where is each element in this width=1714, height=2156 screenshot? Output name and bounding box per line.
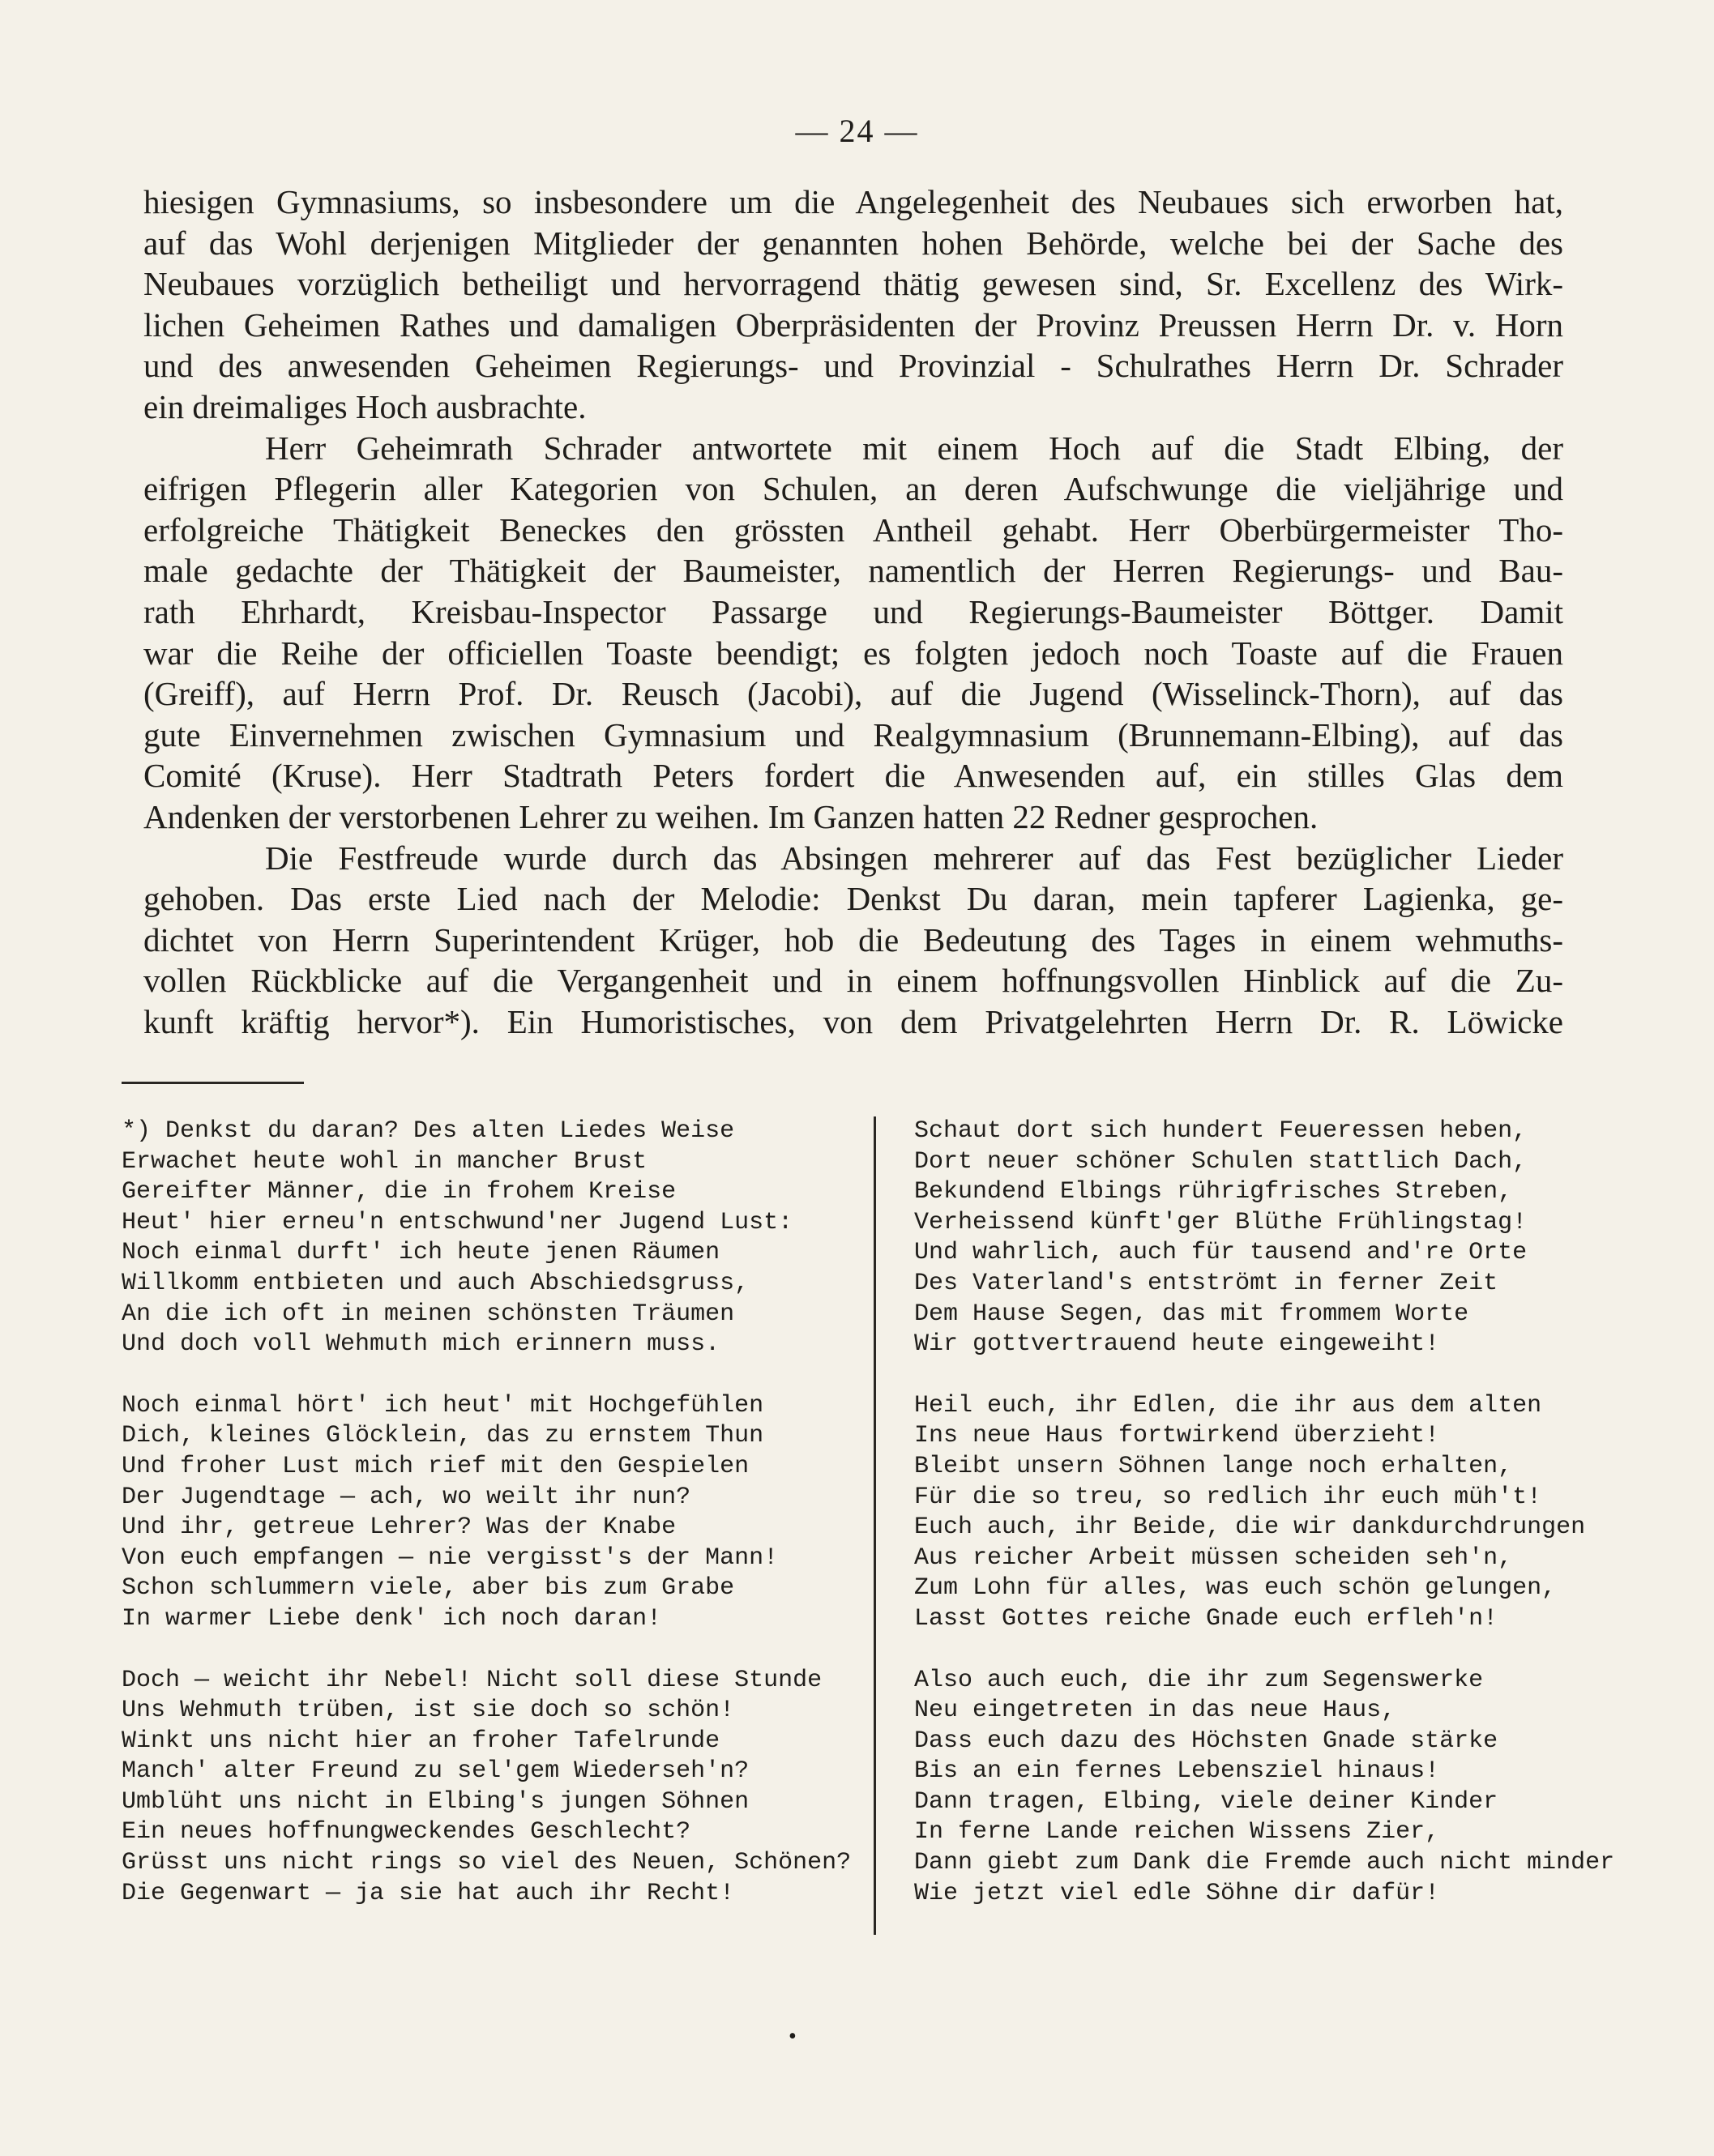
text-line: hiesigen Gymnasiums, so insbesondere um die Angelegenheit des Neubaues sich erworben hat, (143, 183, 1563, 220)
poem-stanza (122, 1116, 859, 1360)
poem-line: Dort neuer schöner Schulen stattlich Dach, (914, 1147, 1528, 1176)
poem-line: Euch auch, ihr Beide, die wir dankdurchdrungen (914, 1513, 1586, 1542)
poem-line: Doch — weicht ihr Nebel! Nicht soll diese Stunde (122, 1666, 823, 1694)
text-line: Herr Geheimrath Schrader antwortete mit einem Hoch auf die Stadt Elbing, der (265, 429, 1563, 467)
poem-line: Uns Wehmuth trüben, ist sie doch so schön! (122, 1697, 735, 1725)
text-line: Comité (Kruse). Herr Stadtrath Peters fordert die Anwesenden auf, ein stilles Glas dem (143, 757, 1563, 795)
poem-line: Heil euch, ihr Edlen, die ihr aus dem alten (914, 1391, 1542, 1420)
poem-stanza (914, 1666, 1692, 1910)
poem-line: Des Vaterland's entströmt in ferner Zeit (914, 1269, 1498, 1297)
poem-line: Schaut dort sich hundert Feueressen heben, (914, 1117, 1528, 1145)
text-line: erfolgreiche Thätigkeit Beneckes den grössten Antheil gehabt. Herr Oberbürgermeister Tho- (143, 510, 1563, 549)
poem-line: Der Jugendtage — ach, wo weilt ihr nun? (122, 1483, 691, 1511)
text-line: eifrigen Pflegerin aller Kategorien von Schulen, an deren Aufschwunge die vieljährige und (143, 470, 1563, 508)
text-line: auf das Wohl derjenigen Mitglieder der genannten hohen Behörde, welche bei der Sache des (143, 224, 1563, 262)
stray-mark: • (789, 2024, 797, 2049)
poem-line: Ins neue Haus fortwirkend überzieht! (914, 1422, 1440, 1450)
poem-line: Dann giebt zum Dank die Fremde auch nicht minder (914, 1849, 1615, 1877)
text-line: (Greiff), auf Herrn Prof. Dr. Reusch (Jacobi), auf die Jugend (Wisselinck-Thorn), auf das (143, 675, 1563, 713)
poem-line: Lasst Gottes reiche Gnade euch erfleh'n! (914, 1604, 1498, 1633)
poem-line: Bleibt unsern Söhnen lange noch erhalten, (914, 1452, 1513, 1480)
poem-line: Und wahrlich, auch für tausend and're Orte (914, 1239, 1528, 1267)
text-line: male gedachte der Thätigkeit der Baumeister, namentlich der Herren Regierungs- und Bau- (143, 552, 1563, 590)
text-line: gute Einvernehmen zwischen Gymnasium und Realgymnasium (Brunnemann-Elbing), auf das (143, 715, 1563, 754)
poem-line: Also auch euch, die ihr zum Segenswerke (914, 1666, 1484, 1694)
poem-line: Und froher Lust mich rief mit den Gespielen (122, 1452, 750, 1480)
poem-line: Verheissend künft'ger Blüthe Frühlingstag! (914, 1208, 1528, 1236)
text-line: vollen Rückblicke auf die Vergangenheit und in einem hoffnungsvollen Hinblick auf die Zu- (143, 962, 1563, 1000)
poem-line: Noch einmal hört' ich heut' mit Hochgefühlen (122, 1391, 764, 1420)
poem-line: Zum Lohn für alles, was euch schön gelungen, (914, 1574, 1557, 1603)
poem-stanza (122, 1666, 859, 1910)
poem-line: Dann tragen, Elbing, viele deiner Kinder (914, 1787, 1498, 1816)
poem-line: Winkt uns nicht hier an froher Tafelrunde (122, 1727, 720, 1755)
poem-line: In warmer Liebe denk' ich noch daran! (122, 1604, 662, 1633)
text-line: und des anwesenden Geheimen Regierungs- und Provinzial - Schulrathes Herrn Dr. Schrader (143, 347, 1563, 385)
poem-line: Schon schlummern viele, aber bis zum Grabe (122, 1574, 735, 1603)
poem-line: An die ich oft in meinen schönsten Träumen (122, 1300, 735, 1328)
poem-line: Grüsst uns nicht rings so viel des Neuen, Schönen? (122, 1849, 852, 1877)
poem-line: Und doch voll Wehmuth mich erinnern muss. (122, 1330, 720, 1359)
text-line: ein dreimaliges Hoch ausbrachte. (143, 387, 587, 425)
main-text (143, 181, 1563, 1042)
text-line: Neubaues vorzüglich betheiligt und hervorragend thätig gewesen sind, Sr. Excellenz des Wirk- (143, 265, 1563, 303)
text-line: lichen Geheimen Rathes und damaligen Oberpräsidenten der Provinz Preussen Herrn Dr. v. Horn (143, 305, 1563, 344)
poem-line: Wir gottvertrauend heute eingeweiht! (914, 1330, 1440, 1359)
poem-line: Von euch empfangen — nie vergisst's der Mann! (122, 1543, 779, 1572)
poem-stanza (122, 1391, 859, 1635)
poem-line: Die Gegenwart — ja sie hat auch ihr Recht! (122, 1879, 735, 1907)
poem-line: Ein neues hoffnungweckendes Geschlecht? (122, 1818, 691, 1846)
poem-stanza (914, 1116, 1692, 1360)
column-divider (874, 1116, 876, 1935)
poem-line: Aus reicher Arbeit müssen scheiden seh'n, (914, 1543, 1513, 1572)
poem-left-column (122, 1116, 859, 1940)
poem-line: Für die so treu, so redlich ihr euch müh't! (914, 1483, 1542, 1511)
text-line: gehoben. Das erste Lied nach der Melodie: Denkst Du daran, mein tapferer Lagienka, ge- (143, 880, 1563, 918)
text-line: rath Ehrhardt, Kreisbau-Inspector Passarge und Regierungs-Baumeister Böttger. Damit (143, 592, 1563, 630)
poem-line: Dass euch dazu des Höchsten Gnade stärke (914, 1727, 1498, 1755)
poem-line: Manch' alter Freund zu sel'gem Wiederseh'n? (122, 1757, 750, 1786)
page-number: — 24 — (795, 113, 919, 149)
poem-line: Wie jetzt viel edle Söhne dir dafür! (914, 1879, 1440, 1907)
poem-line: Heut' hier erneu'n entschwund'ner Jugend Lust: (122, 1208, 793, 1236)
footnote-separator (122, 1082, 304, 1084)
poem-line: Und ihr, getreue Lehrer? Was der Knabe (122, 1513, 677, 1542)
text-line: Die Festfreude wurde durch das Absingen mehrerer auf das Fest bezüglicher Lieder (265, 839, 1563, 877)
poem-line: Umblüht uns nicht in Elbing's jungen Söhnen (122, 1787, 750, 1816)
poem-line: Willkomm entbieten und auch Abschiedsgruss, (122, 1269, 750, 1297)
poem-line: Dich, kleines Glöcklein, das zu ernstem Thun (122, 1422, 764, 1450)
poem-line: Neu eingetreten in das neue Haus, (914, 1697, 1396, 1725)
text-line: Andenken der verstorbenen Lehrer zu weihen. Im Ganzen hatten 22 Redner gesprochen. (143, 797, 1319, 835)
text-line: dichtet von Herrn Superintendent Krüger, hob die Bedeutung des Tages in einem wehmuths- (143, 920, 1563, 958)
poem-line: Noch einmal durft' ich heute jenen Räumen (122, 1239, 720, 1267)
poem-line: Dem Hause Segen, das mit frommem Worte (914, 1300, 1469, 1328)
poem-line: Gereifter Männer, die in frohem Kreise (122, 1178, 677, 1206)
poem-line: Bekundend Elbings rührigfrisches Streben, (914, 1178, 1513, 1206)
poem-line: In ferne Lande reichen Wissens Zier, (914, 1818, 1440, 1846)
poem-stanza (914, 1391, 1692, 1635)
poem-line: Erwachet heute wohl in mancher Brust (122, 1147, 648, 1176)
poem-line: Bis an ein fernes Lebensziel hinaus! (914, 1757, 1440, 1786)
text-line: war die Reihe der officiellen Toaste beendigt; es folgten jedoch noch Toaste auf die Frauen (143, 634, 1563, 672)
poem-line: *) Denkst du daran? Des alten Liedes Weise (122, 1117, 735, 1145)
text-line: kunft kräftig hervor*). Ein Humoristisches, von dem Privatgelehrten Herrn Dr. R. Löwicke (143, 1002, 1563, 1040)
poem-right-column (914, 1116, 1692, 1940)
